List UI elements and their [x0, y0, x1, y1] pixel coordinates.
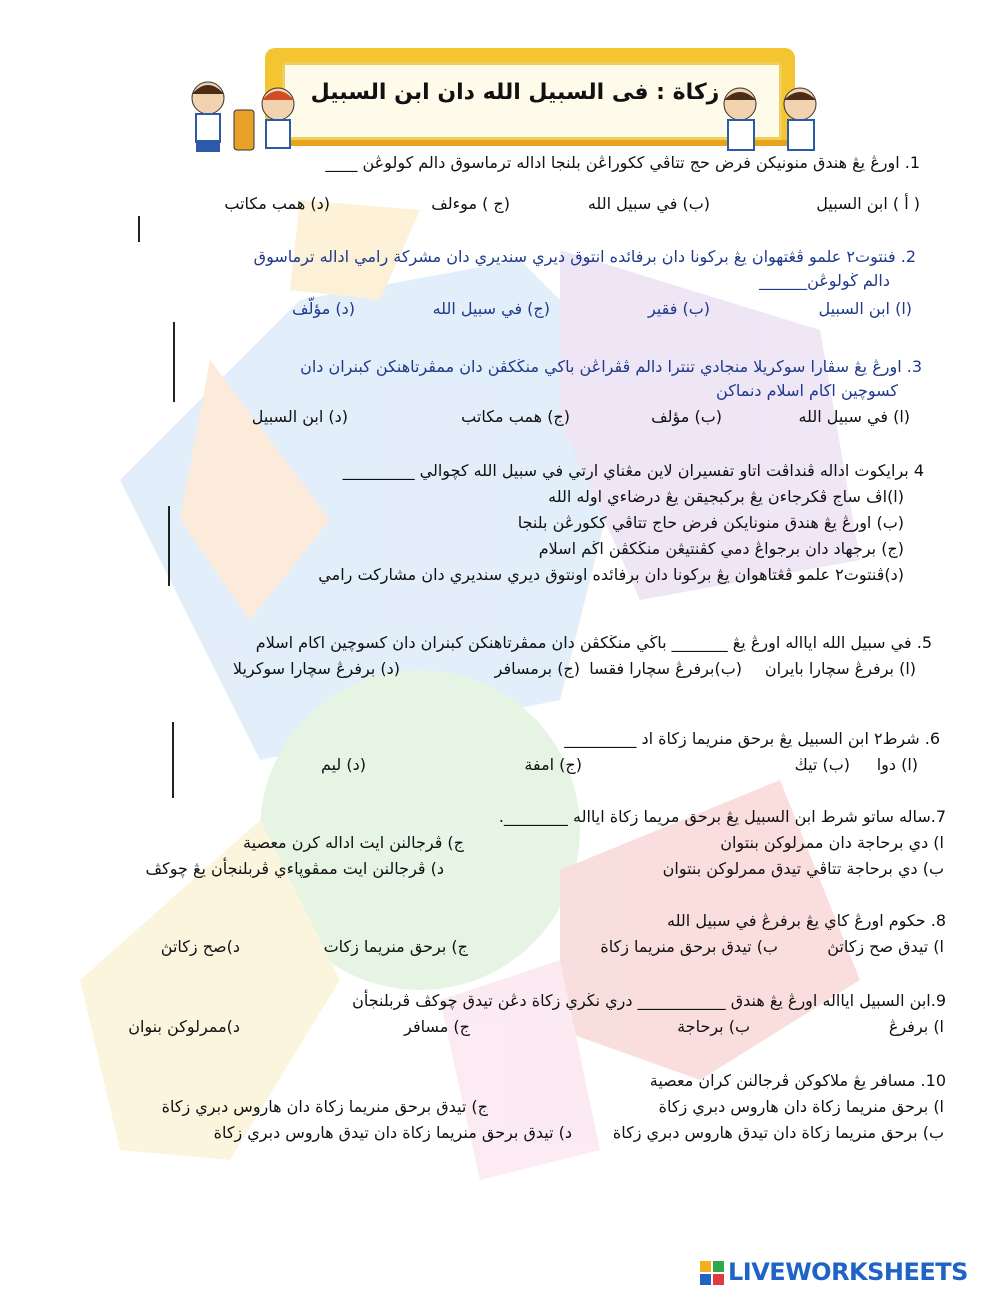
question-1-option-a[interactable]: ( أ ) ابن السبيل — [816, 194, 920, 213]
question-2-option-c[interactable]: (ج) في سبيل الله — [432, 299, 550, 318]
question-5-option-a[interactable]: (ا) برفرڠ سچارا بايران — [764, 659, 916, 678]
margin-mark — [138, 216, 140, 242]
question-1-option-d[interactable]: (د) همب مكاتب — [224, 194, 330, 213]
kids-illustration-left — [178, 70, 318, 160]
margin-mark — [172, 722, 174, 798]
question-10-option-a[interactable]: ا) برحق منريما زكاة دان هاروس دبري زكاة — [658, 1097, 944, 1116]
question-4-option-d[interactable]: (د)ڤنتوت٢ علمو ڤڠتاهوان يڠ بركونا دان برفائده اونتوق ديري سنديري دان مشاركت رامي — [318, 565, 904, 584]
question-3-option-a[interactable]: (ا) في سبيل الله — [798, 407, 910, 426]
question-3-text: 3. اورڠ يڠ سڤارا سوكريلا منجادي تنترا دالم ڤڨراڠن باكي منڬكڨن دان ممڤرتاهنكن كبنران دان — [300, 357, 922, 376]
page-title: زكاة : فى السبيل الله دان ابن السبيل — [310, 80, 720, 105]
question-9-option-c[interactable]: ج) مسافر — [404, 1017, 470, 1036]
question-2-option-b[interactable]: (ب) فقير — [647, 299, 710, 318]
question-6-text: 6. شرط٢ ابن السبيل يڠ برحق منريما زكاة اد _________ — [564, 729, 940, 748]
liveworksheets-wordmark: LIVEWORKSHEETS — [728, 1258, 968, 1286]
question-6-option-c[interactable]: (ج) امفة — [524, 755, 582, 774]
question-8-text: 8. حكوم اورڠ كاي يڠ برفرڠ في سبيل الله — [667, 911, 946, 930]
question-3-option-b[interactable]: (ب) مؤلف — [651, 407, 722, 426]
question-4-option-a[interactable]: (ا)اڤ ساج ڤكرجاءن يڠ بركبجيقن يڠ درضاءي اوله الله — [548, 487, 904, 506]
margin-mark — [173, 322, 175, 402]
question-10-text: 10. مسافر يڠ ملاكوكن ڤرجالنن كران معصية — [649, 1071, 946, 1090]
liveworksheets-logo-icon — [700, 1261, 724, 1285]
question-9-option-b[interactable]: ب) برحاجة — [677, 1017, 750, 1036]
liveworksheets-logo — [700, 1258, 990, 1288]
question-1-text: 1. اورڠ يڠ هندق منونيكن فرض حج تتاڤي ككوراڠن بلنجا اداله ترماسوق دالم كولوڠن ____ — [325, 153, 920, 172]
question-3-option-d[interactable]: (د) ابن السبيل — [251, 407, 348, 426]
question-2-text: 2. فنتوت٢ علمو ڤڠتهوان يڠ بركونا دان برفائده انتوق ديري سنديري دان مشركة رامي اداله ترماسوق — [253, 247, 916, 266]
question-10-option-c[interactable]: ج) تيدق برحق منريما زكاة دان هاروس دبري زكاة — [161, 1097, 488, 1116]
question-9-option-d[interactable]: د)ممرلوكن بنوان — [128, 1017, 240, 1036]
question-1-option-b[interactable]: (ب) في سبيل الله — [587, 194, 710, 213]
question-9-text: 9.ابن السبيل ايااله اورڠ يڠ هندق ___________ دري نڬري زكاة دڠن تيدق چوكڤ ڤربلنجأن — [352, 991, 946, 1010]
question-5-option-b[interactable]: (ب)برفرڠ سچارا فقسا — [589, 659, 742, 678]
question-4-option-c[interactable]: (ج) برجهاد دان برجواڠ دمي كڤنتيڠن منڬكڨن اڬم اسلام — [538, 539, 904, 558]
question-4-option-b[interactable]: (ب) اورڠ يڠ هندق منونايكن فرض حاج تتاڤي ككورڠن بلنجا — [517, 513, 904, 532]
question-8-option-d[interactable]: د)صح زكاتڽ — [160, 937, 240, 956]
question-5-text: 5. في سبيل الله ايااله اورڠ يڠ _______ باڬي منڬكڨن دان ممڤرتاهنكن كبنران دان كسوچين اكام اسلام — [255, 633, 932, 652]
question-7-option-d[interactable]: د) ڤرجالنن ايت ممڤوڽاءي ڤربلنجأن يڠ چوكڤ — [145, 859, 444, 878]
question-9-option-a[interactable]: ا) برفرڠ — [888, 1017, 944, 1036]
question-5-option-c[interactable]: (ج) برمسافر — [494, 659, 580, 678]
question-8-option-c[interactable]: ج) برحق منريما زكات — [323, 937, 468, 956]
margin-mark — [168, 506, 170, 586]
question-10-option-d[interactable]: د) تيدق برحق منريما زكاة دان تيدق هاروس دبري زكاة — [213, 1123, 572, 1142]
question-7-option-a[interactable]: ا) دي برحاجة دان ممرلوكن بنتوان — [720, 833, 944, 852]
question-8-option-b[interactable]: ب) تيدق برحق منريما زكاة — [600, 937, 778, 956]
question-6-option-d[interactable]: (د) ليم — [320, 755, 366, 774]
question-2-option-a[interactable]: (ا) ابن السبيل — [818, 299, 912, 318]
question-5-option-d[interactable]: (د) برفرڠ سچارا سوكريلا — [232, 659, 400, 678]
question-8-option-a[interactable]: ا) تيدق صح زكاتڽ — [827, 937, 944, 956]
question-1-option-c[interactable]: (ج ) موءلف — [431, 194, 510, 213]
question-3-text-cont: كسوچين اكام اسلام دنماكن — [716, 381, 898, 400]
question-7-option-c[interactable]: ج) ڤرجالنن ايت اداله كرن معصية — [243, 833, 464, 852]
question-7-text: 7.ساله ساتو شرط ابن السبيل يڠ برحق مريما زكاة ايااله ________. — [498, 807, 946, 826]
question-4-text: 4 برايكوت اداله ڤنداڤت اتاو تفسيران لاين مڠناي ارتي في سبيل الله كچوالي _________ — [342, 461, 924, 480]
question-2-text-cont: دالم ڬولوڠن______ — [759, 271, 890, 290]
question-10-option-b[interactable]: ب) برحق منريما زكاة دان تيدق هاروس دبري زكاة — [612, 1123, 944, 1142]
question-3-option-c[interactable]: (ج) همب مكاتب — [461, 407, 570, 426]
question-7-option-b[interactable]: ب) دي برحاجة تتاڤي تيدق ممرلوكن بنتوان — [662, 859, 944, 878]
question-6-option-b[interactable]: (ب) تيڬ — [794, 755, 850, 774]
question-2-option-d[interactable]: (د) مؤلّف — [292, 299, 355, 318]
question-6-option-a[interactable]: (ا) دوا — [876, 755, 918, 774]
